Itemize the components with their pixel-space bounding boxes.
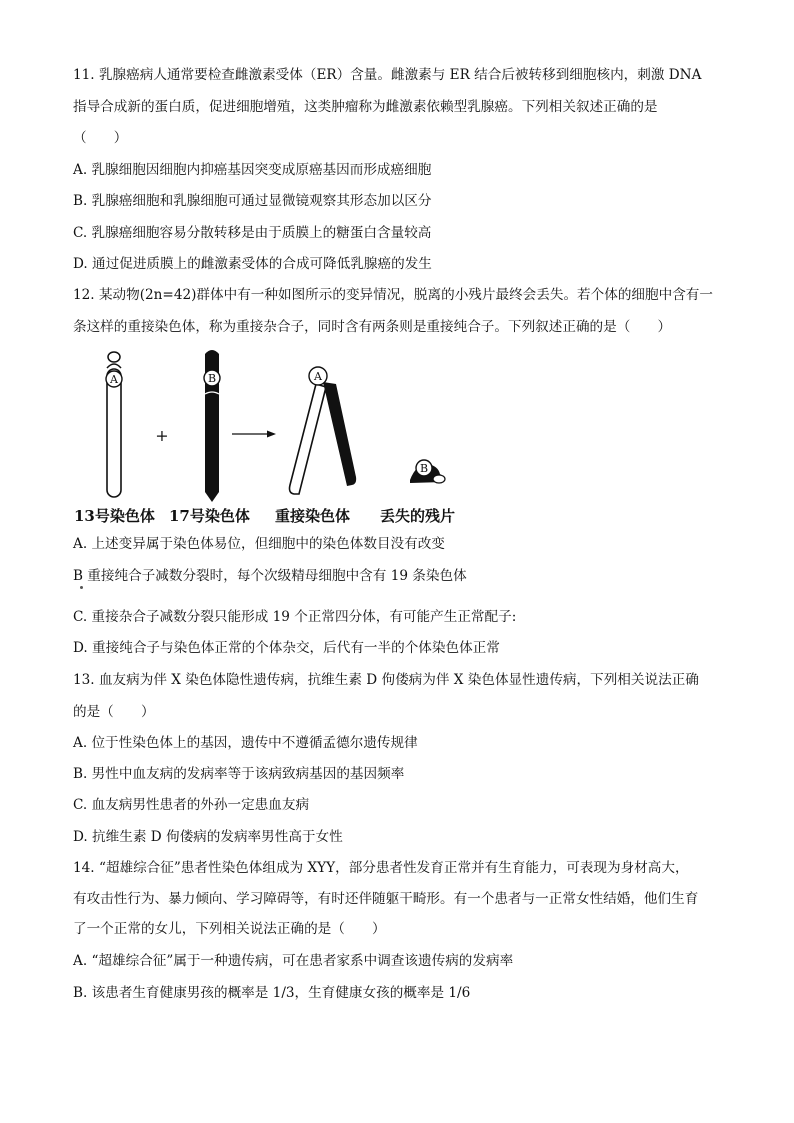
caption-lost-fragment: 丢失的残片 <box>380 507 456 525</box>
q11-option-b: B. 乳腺癌细胞和乳腺细胞可通过显微镜观察其形态加以区分 <box>73 193 432 209</box>
q12-option-b: B 重接纯合子减数分裂时，每个次级精母细胞中含有 19 条染色体 <box>73 568 467 584</box>
q12-stem-line-1: 12. 某动物(2n=42)群体中有一种如图所示的变异情况，脱离的小残片最终会丢失。若个体的细胞中含有一 <box>73 287 713 303</box>
q14-option-b: B. 该患者生育健康男孩的概率是 1/3，生育健康女孩的概率是 1/6 <box>73 985 471 1001</box>
centromere-label-a: A <box>110 373 118 386</box>
q14-stem-line-3: 了一个正常的女儿，下列相关说法正确的是（ ） <box>73 921 386 937</box>
q13-option-d: D. 抗维生素 D 佝偻病的发病率男性高于女性 <box>73 829 343 845</box>
plus-sign: + <box>155 426 169 445</box>
q13-option-b: B. 男性中血友病的发病率等于该病致病基因的基因频率 <box>73 766 405 782</box>
q12-stem-line-2: 条这样的重接染色体，称为重接杂合子，同时含有两条则是重接纯合子。下列叙述正确的是（ ） <box>73 319 672 335</box>
q11-option-d: D. 通过促进质膜上的雌激素受体的合成可降低乳腺癌的发生 <box>73 256 432 272</box>
caption-chromosome-13: 13号染色体 <box>74 507 155 525</box>
q12-option-c: C. 重接杂合子减数分裂只能形成 19 个正常四分体，有可能产生正常配子: <box>73 609 517 625</box>
q13-option-c: C. 血友病男性患者的外孙一定患血友病 <box>73 797 310 813</box>
fused-chromosome <box>290 367 357 494</box>
q11-stem-line-2: 指导合成新的蛋白质，促进细胞增殖，这类肿瘤称为雌激素依赖型乳腺癌。下列相关叙述正确的是 <box>73 99 658 115</box>
q11-option-c: C. 乳腺癌细胞容易分散转移是由于质膜上的糖蛋白含量较高 <box>73 225 432 241</box>
fragment-centromere-label-b: B <box>419 462 429 475</box>
q14-stem-line-2: 有攻击性行为、暴力倾向、学习障碍等，有时还伴随躯干畸形。有一个患者与一正常女性结婚，他们生育 <box>73 891 699 907</box>
q13-option-a: A. 位于性染色体上的基因，遗传中不遵循孟德尔遗传规律 <box>73 735 418 751</box>
fused-centromere-label-a: A <box>314 370 322 383</box>
stray-dot <box>80 586 83 589</box>
caption-chromosome-17: 17号染色体 <box>169 507 250 525</box>
q11-answer-blank: （ ） <box>73 130 128 146</box>
q14-option-a: A. “超雄综合征”属于一种遗传病，可在患者家系中调查该遗传病的发病率 <box>73 953 514 969</box>
q14-stem-line-1: 14. “超雄综合征”患者性染色体组成为 XYY，部分患者性发育正常并有生育能力，可表现为身材高大， <box>73 860 689 876</box>
q13-stem-line-1: 13. 血友病为伴 X 染色体隐性遗传病，抗维生素 D 佝偻病为伴 X 染色体显性遗传病，下列相关说法正确 <box>73 672 699 688</box>
arrow-icon <box>232 431 276 438</box>
q12-option-a: A. 上述变异属于染色体易位，但细胞中的染色体数目没有改变 <box>73 536 445 552</box>
chromosome-17 <box>204 350 220 502</box>
q11-stem-line-1: 11. 乳腺癌病人通常要检查雌激素受体（ER）含量。雌激素与 ER 结合后被转移到细胞核内，刺激 DNA <box>73 67 702 83</box>
lost-fragment <box>410 460 445 483</box>
chromosome-translocation-figure <box>66 342 486 530</box>
caption-fused-chromosome: 重接染色体 <box>275 507 351 525</box>
chromosome-13 <box>106 352 122 497</box>
q11-option-a: A. 乳腺细胞因细胞内抑癌基因突变成原癌基因而形成癌细胞 <box>73 162 432 178</box>
centromere-label-b: B <box>207 372 217 385</box>
q13-stem-line-2: 的是（ ） <box>73 704 155 720</box>
q12-option-d: D. 重接纯合子与染色体正常的个体杂交，后代有一半的个体染色体正常 <box>73 640 500 656</box>
